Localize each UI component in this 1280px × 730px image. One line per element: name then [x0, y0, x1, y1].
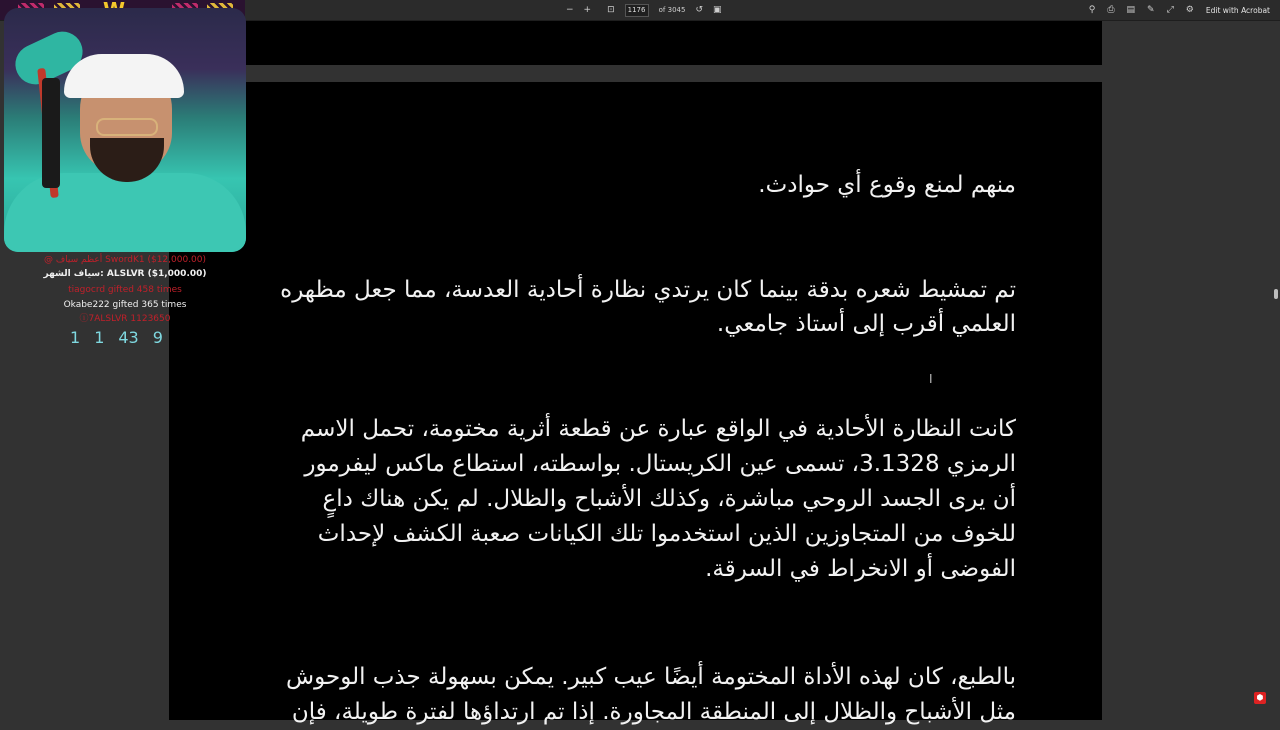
microphone [42, 78, 60, 188]
text-cursor-icon: I [929, 372, 933, 386]
pdf-page-previous [245, 21, 1102, 65]
paragraph-line: العلمي أقرب إلى أستاذ جامعي. [716, 311, 1016, 337]
save-icon[interactable]: ▤ [1126, 5, 1136, 15]
paragraph-line: مثل الأشباح والظلال إلى المنطقة المجاورة. إذا تم ارتداؤها لفترة طويلة، فإن [291, 699, 1016, 725]
edit-with-acrobat-button[interactable]: Edit with Acrobat [1205, 5, 1270, 15]
expand-icon[interactable]: ⤢ [1166, 5, 1174, 15]
paragraph-line: بالطبع، كان لهذه الأداة المختومة أيضًا عيب كبير. يمكن بسهولة جذب الوحوش [286, 664, 1016, 690]
webcam-figure [4, 173, 246, 252]
webcam-feed [4, 8, 246, 252]
stream-overlay [0, 0, 250, 360]
paragraph-line: الرمزي 3.1328، تسمى عين الكريستال. بواسطته، استطاع ماكس ليفرمور [304, 451, 1016, 477]
settings-icon[interactable]: ⚙ [1185, 5, 1194, 15]
fit-page-icon[interactable]: ⊡ [607, 5, 615, 15]
rotate-icon[interactable]: ↺ [695, 5, 703, 15]
page-count: of 3045 [658, 6, 686, 14]
monthly-donor-alert: سياف الشهر: ALSLVR ($1,000.00) [43, 269, 207, 279]
webcam-figure [64, 54, 184, 98]
scrollbar-thumb[interactable] [1274, 289, 1278, 299]
zoom-in-icon[interactable]: + [583, 5, 592, 15]
edit-icon[interactable]: ✎ [1147, 5, 1155, 15]
paragraph-fragment: منهم لمنع وقوع أي حوادث. [758, 172, 1016, 198]
paragraph-line: الفوضى أو الانخراط في السرقة. [705, 556, 1016, 582]
paragraph-line: كانت النظارة الأحادية في الواقع عبارة عن قطعة أثرية مختومة، تحمل الاسم [300, 416, 1016, 442]
page-view-icon[interactable]: ▣ [712, 5, 722, 15]
paragraph-line: أن يرى الجسد الروحي مباشرة، وكذلك الأشباح والظلال. لم يكن هناك داعٍ [322, 486, 1016, 512]
page-number-input[interactable] [625, 4, 649, 17]
webcam-figure [96, 118, 158, 136]
gift-alert: tiagocrd gifted 458 times [68, 285, 182, 295]
print-icon[interactable]: ⎙ [1107, 5, 1115, 15]
zoom-out-icon[interactable]: − [566, 5, 574, 15]
search-icon[interactable]: ⚲ [1088, 5, 1096, 15]
paragraph-line: للخوف من المتجاوزين الذين استخدموا تلك الكيانات صعبة الكشف لإحداث [317, 521, 1016, 547]
ticker-alert: ⓘ7ALSLVR 1123650 [79, 314, 171, 324]
stream-counters [70, 328, 163, 347]
acrobat-icon[interactable]: ⬢ [1254, 692, 1266, 704]
counter-value: 1 [70, 328, 81, 347]
counter-value: 1 [94, 328, 105, 347]
paragraph-line: تم تمشيط شعره بدقة بينما كان يرتدي نظارة أحادية العدسة، مما جعل مظهره [280, 277, 1016, 303]
top-donor-alert: @ أعظم سياف SwordK1 ($12,000.00) [43, 255, 207, 265]
counter-value: 43 [118, 328, 139, 347]
gift-alert: Okabe222 gifted 365 times [63, 300, 187, 310]
counter-value: 9 [152, 328, 163, 347]
